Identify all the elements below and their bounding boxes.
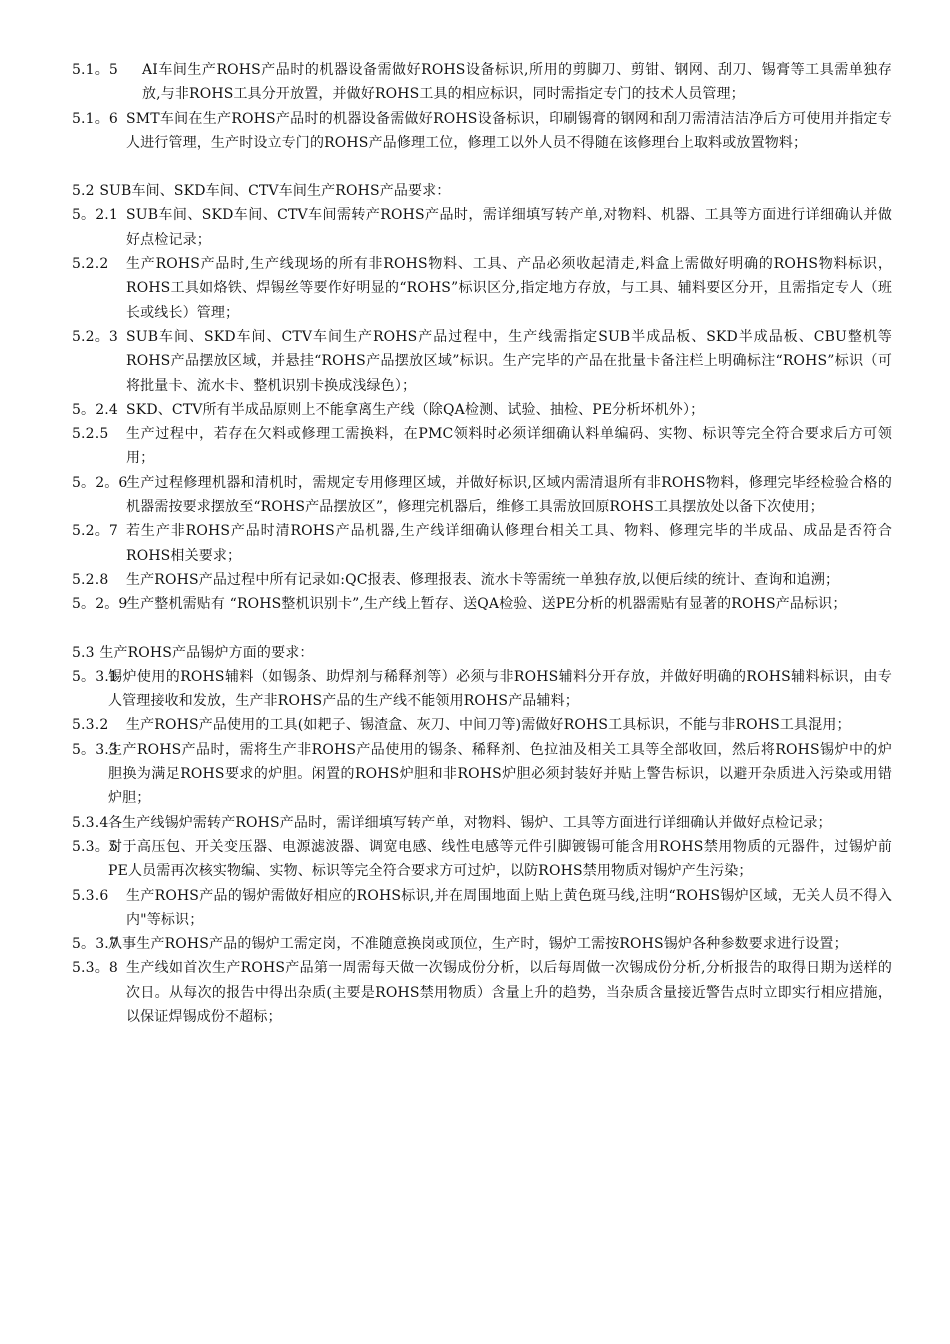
- section-heading-5-2: 5.2 SUB车间、SKD车间、CTV车间生产ROHS产品要求：: [72, 183, 451, 200]
- clause-number: 5.3.4: [72, 814, 109, 831]
- clause-number: 5。2。6: [72, 474, 128, 491]
- clause-number: 5.2。7: [72, 523, 118, 540]
- clause-number: 5。3.7: [72, 936, 118, 953]
- clause-text: 锡炉使用的ROHS辅料（如锡条、助焊剂与稀释剂等）必须与非ROHS辅料分开存放，并做好明确的ROHS辅料标识，由专人管理接收和发放，生产非ROHS产品的生产线不能领用ROHS产品辅料；: [108, 668, 892, 710]
- clause-text: 生产整机需贴有 “ROHS整机识别卡”,生产线上暂存、送QA检验、送PE分析的机器需贴有显著的ROHS产品标识；: [126, 596, 847, 613]
- clause-number: 5.1。6: [72, 110, 118, 127]
- clause-5-3-4: [72, 811, 892, 835]
- clause-number: 5.2.5: [72, 426, 109, 443]
- clause-5-3-3: [72, 738, 892, 811]
- clause-number: 5。3.3: [72, 741, 118, 758]
- clause-text: 生产ROHS产品的锡炉需做好相应的ROHS标识,并在周围地面上贴上黄色斑马线,注明“ROHS锡炉区域，无关人员不得入内"等标识；: [126, 887, 892, 928]
- clause-text: SKD、CTV所有半成品原则上不能拿离生产线（除QA检测、试验、抽检、PE分析坏机外）；: [126, 401, 705, 418]
- clause-5-3-5: [72, 835, 892, 884]
- clause-number: 5。2.1: [72, 207, 118, 224]
- clause-number: 5.2.2: [72, 256, 109, 273]
- clause-number: 5.3.2: [72, 717, 109, 734]
- clause-number: 5.2。3: [72, 328, 118, 345]
- clause-text: 生产过程修理机器和清机时，需规定专用修理区域，并做好标识,区域内需清退所有非ROHS物料，修理完毕经检验合格的机器需按要求摆放至“ROHS产品摆放区”，修理完机器后，维修工具需放回原ROHS工具摆放处以备下次使用；: [126, 474, 892, 516]
- clause-5-3-6: [72, 884, 892, 933]
- clause-5-2-4: [72, 398, 892, 422]
- clause-number: 5。3.1: [72, 668, 118, 685]
- clause-number: 5.2.8: [72, 571, 109, 588]
- clause-number: 5.3.6: [72, 887, 109, 904]
- clause-text: SUB车间、SKD车间、CTV车间生产ROHS产品过程中，生产线需指定SUB半成品板、SKD半成品板、CBU整机等ROHS产品摆放区域，并悬挂“ROHS产品摆放区域”标识。生产完毕的产品在批量卡备注栏上明确标注“ROHS”标识（可将批量卡、流水卡、整机识别卡换成浅绿色）；: [126, 328, 892, 394]
- clause-5-2-7: [72, 519, 892, 568]
- document-page: [72, 58, 892, 1029]
- clause-text: 对于高压包、开关变压器、电源滤波器、调宽电感、线性电感等元件引脚镀锡可能含用ROHS禁用物质的元器件，过锡炉前PE人员需再次核实物编、实物、标识等完全符合要求方可过炉，以防ROHS禁用物质对锡炉产生污染；: [108, 838, 892, 880]
- clause-text: SMT车间在生产ROHS产品时的机器设备需做好ROHS设备标识，印刷锡膏的钢网和刮刀需清洁洁净后方可使用并指定专人进行管理，生产时设立专门的ROHS产品修理工位，修理工以外人员不得随在该修理台上取料或放置物料；: [126, 110, 892, 151]
- section-heading-5-3: 5.3 生产ROHS产品锡炉方面的要求：: [72, 644, 314, 661]
- clause-5-3-1: [72, 665, 892, 714]
- clause-number: 5.3。5: [72, 838, 118, 855]
- section-spacer: [72, 617, 892, 641]
- clause-text: 各生产线锡炉需转产ROHS产品时，需详细填写转产单，对物料、锡炉、工具等方面进行详细确认并做好点检记录；: [108, 814, 832, 831]
- clause-text: 生产过程中，若存在欠料或修理工需换料，在PMC领料时必须详细确认料单编码、实物、标识等完全符合要求后方可领用；: [126, 426, 892, 467]
- clause-text: 生产ROHS产品使用的工具(如耙子、锡渣盒、灰刀、中间刀等)需做好ROHS工具标识，不能与非ROHS工具混用；: [126, 717, 851, 734]
- clause-number: 5。2.4: [72, 401, 118, 418]
- clause-5-3-8: [72, 956, 892, 1029]
- clause-5-2-2: [72, 252, 892, 325]
- clause-5-3-2: [72, 713, 892, 737]
- clause-5-2-9: [72, 592, 892, 616]
- clause-5-2-1: [72, 203, 892, 252]
- clause-number: 5。2。9: [72, 596, 128, 613]
- clause-text: SUB车间、SKD车间、CTV车间需转产ROHS产品时，需详细填写转产单,对物料、机器、工具等方面进行详细确认并做好点检记录；: [126, 207, 892, 248]
- clause-5-1-5: [72, 58, 892, 107]
- clause-5-2-3: [72, 325, 892, 398]
- clause-5-2-8: [72, 568, 892, 592]
- clause-number: 5.1。5: [72, 62, 118, 78]
- clause-5-1-6: [72, 107, 892, 156]
- clause-text: 生产ROHS产品时,生产线现场的所有非ROHS物料、工具、产品必须收起清走,料盒上需做好明确的ROHS物料标识，ROHS工具如烙铁、焊锡丝等要作好明显的“ROHS”标识区分,指定地方存放，与工具、辅料要区分开，且需指定专人（班长或线长）管理；: [126, 256, 892, 321]
- clause-text: 生产线如首次生产ROHS产品第一周需每天做一次锡成份分析，以后每周做一次锡成份分析,分析报告的取得日期为送样的次日。从每次的报告中得出杂质(主要是ROHS禁用物质）含量上升的趋势，当杂质含量接近警告点时立即实行相应措施，以保证焊锡成份不超标；: [126, 960, 892, 1025]
- clause-text: 从事生产ROHS产品的锡炉工需定岗，不准随意换岗或顶位，生产时，锡炉工需按ROHS锡炉各种参数要求进行设置；: [108, 936, 848, 953]
- clause-text: 生产ROHS产品时，需将生产非ROHS产品使用的锡条、稀释剂、色拉油及相关工具等全部收回，然后将ROHS锡炉中的炉胆换为满足ROHS要求的炉胆。闲置的ROHS炉胆和非ROHS炉胆必须封装好并贴上警告标识，以避开杂质进入污染或用错炉胆；: [108, 741, 892, 807]
- clause-text: AI车间生产ROHS产品时的机器设备需做好ROHS设备标识,所用的剪脚刀、剪钳、钢网、刮刀、锡膏等工具需单独存放,与非ROHS工具分开放置，并做好ROHS工具的相应标识，同时需指定专门的技术人员管理；: [142, 62, 892, 103]
- clause-text: 若生产非ROHS产品时清ROHS产品机器,生产线详细确认修理台相关工具、物料、修理完毕的半成品、成品是否符合ROHS相关要求；: [126, 523, 892, 564]
- clause-5-3-7: [72, 932, 892, 956]
- clause-5-2-5: [72, 422, 892, 471]
- clause-5-2-6: [72, 471, 892, 520]
- section-spacer: [72, 155, 892, 179]
- clause-text: 生产ROHS产品过程中所有记录如:QC报表、修理报表、流水卡等需统一单独存放,以便后续的统计、查询和追溯；: [126, 571, 840, 588]
- clause-number: 5.3。8: [72, 960, 118, 977]
